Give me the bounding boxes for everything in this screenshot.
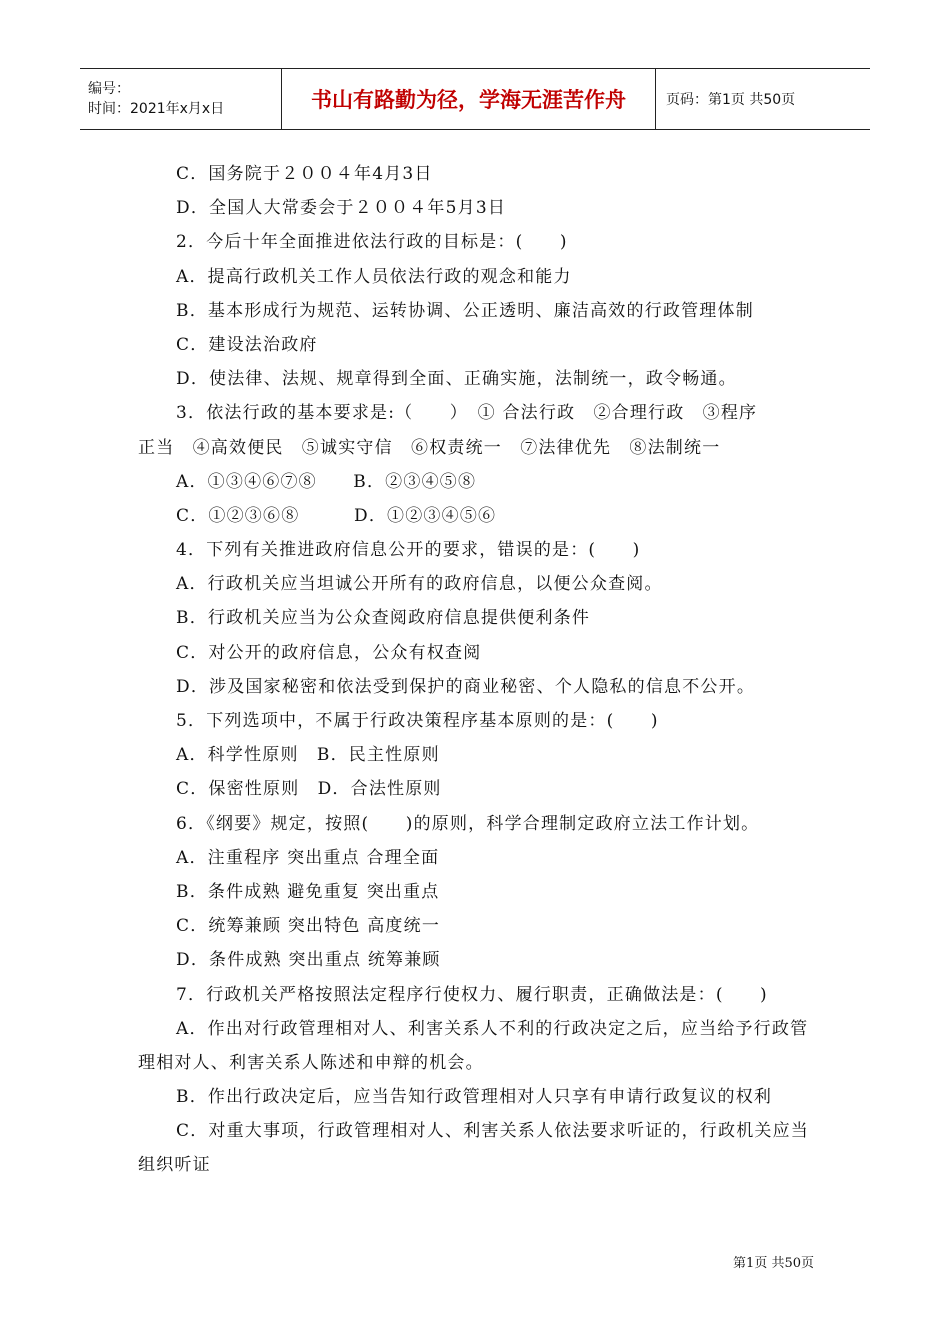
option-line: B．行政机关应当为公众查阅政府信息提供便利条件 <box>176 608 591 629</box>
option-line: C．建设法治政府 <box>176 334 318 355</box>
option-line: C．对重大事项，行政管理相对人、利害关系人依法要求听证的，行政机关应当 <box>176 1121 810 1142</box>
option-line-continued: 理相对人、利害关系人陈述和申辩的机会。 <box>138 1052 484 1073</box>
option-line: A．注重程序 突出重点 合理全面 <box>176 847 440 868</box>
question-line: 3．依法行政的基本要求是:（ ） ① 合法行政 ②合理行政 ③程序 <box>176 403 758 424</box>
option-line: D．使法律、法规、规章得到全面、正确实施，法制统一，政令畅通。 <box>176 369 737 390</box>
page-header <box>80 68 870 130</box>
question-line: 5．下列选项中，不属于行政决策程序基本原则的是：( ) <box>176 711 659 731</box>
option-line: C．统筹兼顾 突出特色 高度统一 <box>176 916 441 937</box>
option-line: A．作出对行政管理相对人、利害关系人不利的行政决定之后，应当给予行政管 <box>176 1018 809 1039</box>
option-line: B．基本形成行为规范、运转协调、公正透明、廉洁高效的行政管理体制 <box>176 300 754 321</box>
option-line: C．国务院于２００４年4月3日 <box>176 164 433 184</box>
question-line: 4．下列有关推进政府信息公开的要求，错误的是：( ) <box>176 540 641 561</box>
question-line: 6．《纲要》规定，按照( )的原则，科学合理制定政府立法工作计划。 <box>176 813 760 834</box>
option-line: A．科学性原则 B．民主性原则 <box>176 745 440 766</box>
option-line-continued: 组织听证 <box>138 1155 211 1176</box>
option-line: C．①②③⑥⑧ D．①②③④⑤⑥ <box>176 505 497 526</box>
document-time: 时间：2021年x月x日 <box>88 101 225 117</box>
option-line: B．作出行政决定后，应当告知行政管理相对人只享有申请行政复议的权利 <box>176 1087 773 1108</box>
option-line: D．条件成熟 突出重点 统筹兼顾 <box>176 950 441 971</box>
page-footer: 第1页 共50页 <box>733 1256 814 1271</box>
header-motto: 书山有路勤为径，学海无涯苦作舟 <box>282 69 656 129</box>
question-content <box>138 157 818 1183</box>
option-line: A．行政机关应当坦诚公开所有的政府信息，以便公众查阅。 <box>176 574 663 595</box>
question-line-continued: 正当 ④高效便民 ⑤诚实守信 ⑥权责统一 ⑦法律优先 ⑧法制统一 <box>138 437 721 458</box>
option-line: D．全国人大常委会于２００４年5月3日 <box>176 198 507 219</box>
option-line: A．提高行政机关工作人员依法行政的观念和能力 <box>176 266 572 287</box>
header-page-info: 页码：第1页 共50页 <box>666 92 796 108</box>
header-meta <box>80 69 282 129</box>
question-line: 7．行政机关严格按照法定程序行使权力、履行职责，正确做法是：( ) <box>176 984 768 1005</box>
option-line: D．涉及国家秘密和依法受到保护的商业秘密、个人隐私的信息不公开。 <box>176 676 756 697</box>
option-line: C．保密性原则 D．合法性原则 <box>176 779 442 800</box>
option-line: B．条件成熟 避免重复 突出重点 <box>176 881 440 902</box>
document-number-label: 编号： <box>88 81 130 97</box>
option-line: C．对公开的政府信息，公众有权查阅 <box>176 642 482 663</box>
option-line: A．①③④⑥⑦⑧ B．②③④⑤⑧ <box>176 471 477 492</box>
question-line: 2．今后十年全面推进依法行政的目标是：( ) <box>176 232 568 253</box>
